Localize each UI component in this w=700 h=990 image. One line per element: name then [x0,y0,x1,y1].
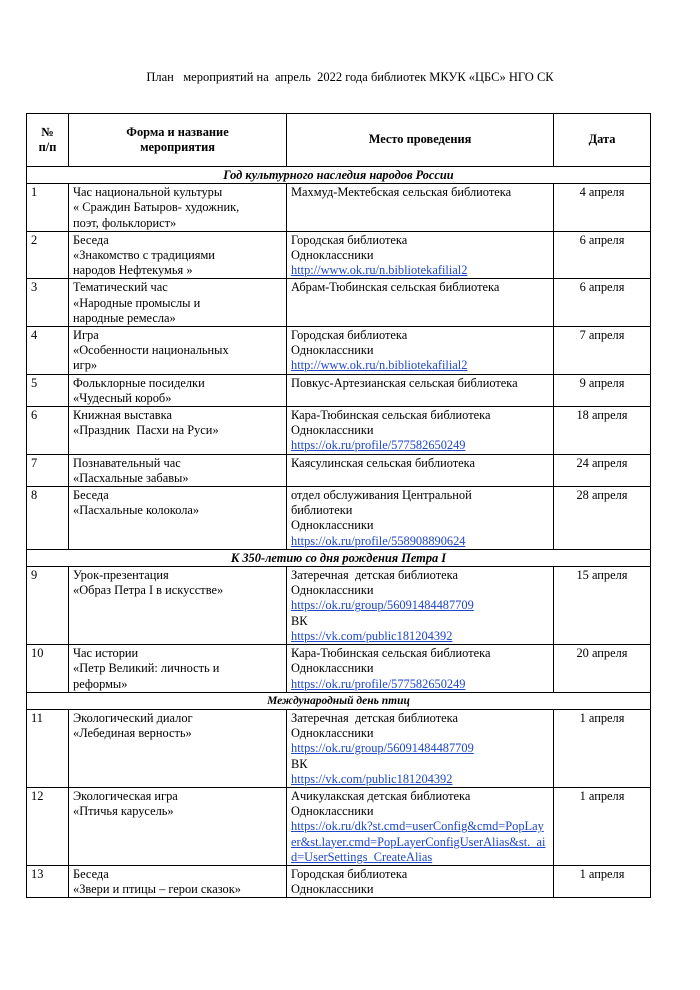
text-line: «Звери и птицы – герои сказок» [73,882,241,897]
text-line: Беседа [73,232,109,247]
text-line: ВК [291,613,308,628]
text-line: Каясулинская сельская библиотека [291,455,475,470]
text-line: « Сраждин Батыров- художник, [73,200,240,215]
text-line: поэт, фольклорист» [73,215,177,230]
place-link[interactable]: http://www.ok.ru/n.bibliotekafilial2 [291,358,468,373]
header-date: Дата [554,114,651,167]
row-number: 4 [27,327,69,375]
table-row [27,709,651,787]
date-cell: 9 апреля [554,374,651,406]
place-cell [287,454,554,486]
event-cell [69,327,287,375]
text-line: Познавательный час [73,455,181,470]
header-place: Место проведения [287,114,554,167]
date-cell: 4 апреля [554,184,651,232]
date-cell: 28 апреля [554,487,651,550]
table-row [27,374,651,406]
text-line: народные ремесла» [73,310,176,325]
row-number: 8 [27,487,69,550]
table-header-row [27,114,651,167]
section-row [27,167,651,184]
place-link[interactable]: https://vk.com/public181204392 [291,771,453,786]
text-line: «Птичья карусель» [73,804,174,819]
text-line: «Лебединая верность» [73,726,192,741]
row-number: 2 [27,231,69,279]
place-cell [287,865,554,897]
date-cell: 1 апреля [554,709,651,787]
event-cell [69,231,287,279]
place-cell [287,709,554,787]
text-line: Махмуд-Мектебская сельская библиотека [291,185,512,200]
text-line: Беседа [73,488,109,503]
table-row [27,279,651,327]
section-row [27,549,651,566]
table-row [27,454,651,486]
text-line: Одноклассники [291,343,374,358]
text-line: отдел обслуживания Центральной [291,488,472,503]
place-cell [287,407,554,455]
text-line: Одноклассники [291,518,374,533]
place-link[interactable]: https://ok.ru/dk?st.cmd=userConfig&cmd=PopLayer&st.layer.cmd=PopLayerConfigUserAlias&st._aid=UserSettings_CreateAlias [291,819,546,864]
text-line: Одноклассники [291,248,374,263]
row-number: 12 [27,787,69,865]
text-line: Урок-презентация [73,568,169,583]
event-cell [69,407,287,455]
text-line: «Пасхальные забавы» [73,470,189,485]
text-line: Городская библиотека [291,328,408,343]
text-line: Одноклассники [291,583,374,598]
text-line: Одноклассники [291,804,374,819]
place-link[interactable]: http://www.ok.ru/n.bibliotekafilial2 [291,263,468,278]
page-title: План мероприятий на апрель 2022 года библиотек МКУК «ЦБС» НГО СК [146,70,554,84]
text-line: «Образ Петра I в искусстве» [73,583,224,598]
event-cell [69,787,287,865]
place-link[interactable]: https://ok.ru/profile/577582650249 [291,676,466,691]
event-cell [69,487,287,550]
header-num-line: № [41,124,54,139]
text-line: Городская библиотека [291,866,408,881]
text-line: «Знакомство с традициями [73,248,215,263]
header-num [27,114,69,167]
header-event-line: Форма и название [126,124,229,139]
place-link[interactable]: https://ok.ru/profile/558908890624 [291,533,466,548]
table-row [27,487,651,550]
text-line: реформы» [73,676,128,691]
section-title: Международный день птиц [27,692,651,709]
event-cell [69,454,287,486]
place-cell [287,787,554,865]
table-row [27,407,651,455]
text-line: «Особенности национальных [73,343,229,358]
date-cell: 24 апреля [554,454,651,486]
event-cell [69,865,287,897]
text-line: Городская библиотека [291,232,408,247]
text-line: Игра [73,328,99,343]
row-number: 1 [27,184,69,232]
text-line: Затеречная детская библиотека [291,568,458,583]
row-number: 7 [27,454,69,486]
row-number: 5 [27,374,69,406]
text-line: Одноклассники [291,661,374,676]
table-row [27,567,651,645]
text-line: Час национальной культуры [73,185,223,200]
row-number: 3 [27,279,69,327]
table-row [27,787,651,865]
event-cell [69,279,287,327]
date-cell: 1 апреля [554,865,651,897]
table-row [27,645,651,693]
header-event-line: мероприятия [140,140,215,154]
row-number: 6 [27,407,69,455]
row-number: 10 [27,645,69,693]
text-line: Повкус-Артезианская сельская библиотека [291,375,518,390]
text-line: «Пасхальные колокола» [73,503,200,518]
text-line: Одноклассники [291,423,374,438]
date-cell: 6 апреля [554,231,651,279]
text-line: игр» [73,358,98,373]
text-line: «Чудесный короб» [73,390,172,405]
date-cell: 6 апреля [554,279,651,327]
text-line: Беседа [73,866,109,881]
section-title: Год культурного наследия народов России [27,167,651,184]
place-link[interactable]: https://ok.ru/profile/577582650249 [291,438,466,453]
date-cell: 7 апреля [554,327,651,375]
place-cell [287,184,554,232]
text-line: Ачикулакская детская библиотека [291,788,471,803]
text-line: Час истории [73,646,139,661]
text-line: ВК [291,756,308,771]
place-cell [287,374,554,406]
row-number: 9 [27,567,69,645]
table-row [27,327,651,375]
place-cell [287,327,554,375]
text-line: «Петр Великий: личность и [73,661,220,676]
text-line: Экологическая игра [73,788,178,803]
place-cell [287,487,554,550]
section-row [27,692,651,709]
place-cell [287,231,554,279]
header-event [69,114,287,167]
text-line: Одноклассники [291,726,374,741]
date-cell: 18 апреля [554,407,651,455]
place-link[interactable]: https://vk.com/public181204392 [291,628,453,643]
text-line: Книжная выставка [73,408,172,423]
event-cell [69,374,287,406]
section-title: К 350-летию со дня рождения Петра I [27,549,651,566]
text-line: Фольклорные посиделки [73,375,205,390]
place-cell [287,645,554,693]
date-cell: 1 апреля [554,787,651,865]
text-line: Кара-Тюбинская сельская библиотека [291,408,491,423]
row-number: 13 [27,865,69,897]
event-cell [69,567,287,645]
header-num-line: п/п [38,140,57,154]
date-cell: 20 апреля [554,645,651,693]
text-line: библиотеки [291,503,353,518]
text-line: Кара-Тюбинская сельская библиотека [291,646,491,661]
place-cell [287,567,554,645]
date-cell: 15 апреля [554,567,651,645]
text-line: «Народные промыслы и [73,295,201,310]
text-line: Экологический диалог [73,710,193,725]
table-row [27,184,651,232]
place-link[interactable]: https://ok.ru/group/56091484487709 [291,741,474,756]
text-line: «Праздник Пасхи на Руси» [73,423,219,438]
table-row [27,865,651,897]
place-cell [287,279,554,327]
text-line: Затеречная детская библиотека [291,710,458,725]
events-table [26,113,651,898]
text-line: Абрам-Тюбинская сельская библиотека [291,280,500,295]
event-cell [69,184,287,232]
text-line: Тематический час [73,280,168,295]
text-line: Одноклассники [291,882,374,897]
place-link[interactable]: https://ok.ru/group/56091484487709 [291,598,474,613]
event-cell [69,709,287,787]
event-cell [69,645,287,693]
row-number: 11 [27,709,69,787]
table-row [27,231,651,279]
text-line: народов Нефтекумья » [73,263,193,278]
